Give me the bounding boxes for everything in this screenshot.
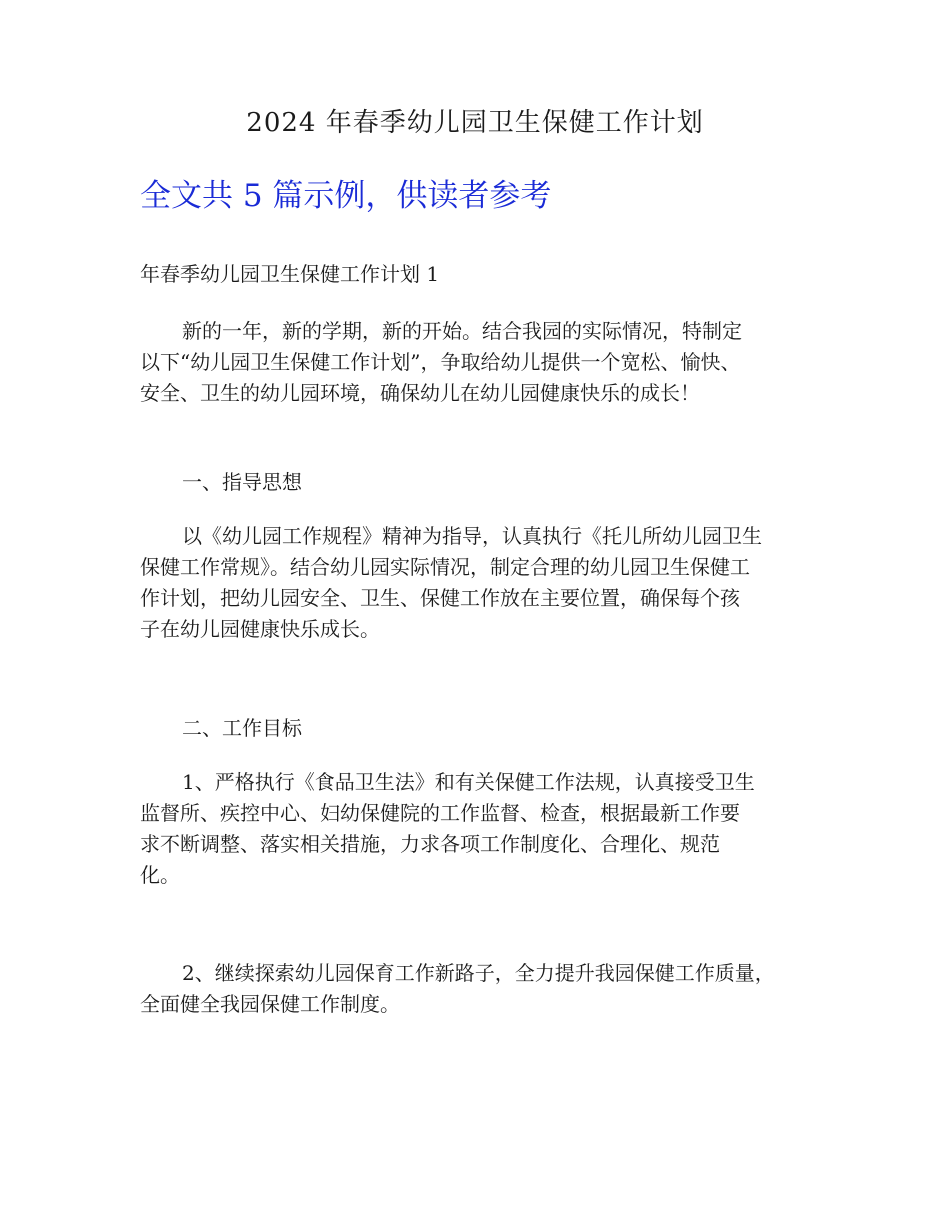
paragraph-line: 以《幼儿园工作规程》精神为指导，认真执行《托儿所幼儿园卫生 bbox=[182, 524, 762, 548]
paragraph-line: 1、严格执行《食品卫生法》和有关保健工作法规，认真接受卫生 bbox=[182, 770, 755, 794]
paragraph-line: 全面健全我园保健工作制度。 bbox=[140, 992, 400, 1016]
guiding-paragraph bbox=[140, 521, 840, 645]
paragraph-line: 监督所、疾控中心、妇幼保健院的工作监督、检查，根据最新工作要 bbox=[140, 801, 740, 825]
paragraph-line: 子在幼儿园健康快乐成长。 bbox=[140, 617, 380, 641]
paragraph-line: 保健工作常规》。结合幼儿园实际情况，制定合理的幼儿园卫生保健工 bbox=[140, 555, 750, 579]
paragraph-line: 作计划，把幼儿园安全、卫生、保健工作放在主要位置，确保每个孩 bbox=[140, 586, 740, 610]
goal-1-paragraph bbox=[140, 767, 840, 891]
heading-guiding-ideology: 一、指导思想 bbox=[182, 470, 302, 494]
goal-2-paragraph bbox=[140, 958, 840, 1020]
paragraph-line: 2、继续探索幼儿园保育工作新路子，全力提升我园保健工作质量， bbox=[182, 961, 775, 985]
paragraph-line: 求不断调整、落实相关措施，力求各项工作制度化、合理化、规范 bbox=[140, 832, 720, 856]
section-heading: 年春季幼儿园卫生保健工作计划 1 bbox=[140, 262, 440, 286]
document-title: 2024 年春季幼儿园卫生保健工作计划 bbox=[246, 108, 704, 138]
document-subtitle: 全文共 5 篇示例，供读者参考 bbox=[140, 178, 552, 214]
paragraph-line: 以下“幼儿园卫生保健工作计划”，争取给幼儿提供一个宽松、愉快、 bbox=[140, 350, 741, 374]
intro-paragraph bbox=[140, 316, 840, 409]
heading-work-goals: 二、工作目标 bbox=[182, 716, 302, 740]
paragraph-line: 新的一年，新的学期，新的开始。结合我园的实际情况，特制定 bbox=[182, 319, 742, 343]
paragraph-line: 化。 bbox=[140, 863, 180, 887]
paragraph-line: 安全、卫生的幼儿园环境，确保幼儿在幼儿园健康快乐的成长！ bbox=[140, 381, 700, 405]
